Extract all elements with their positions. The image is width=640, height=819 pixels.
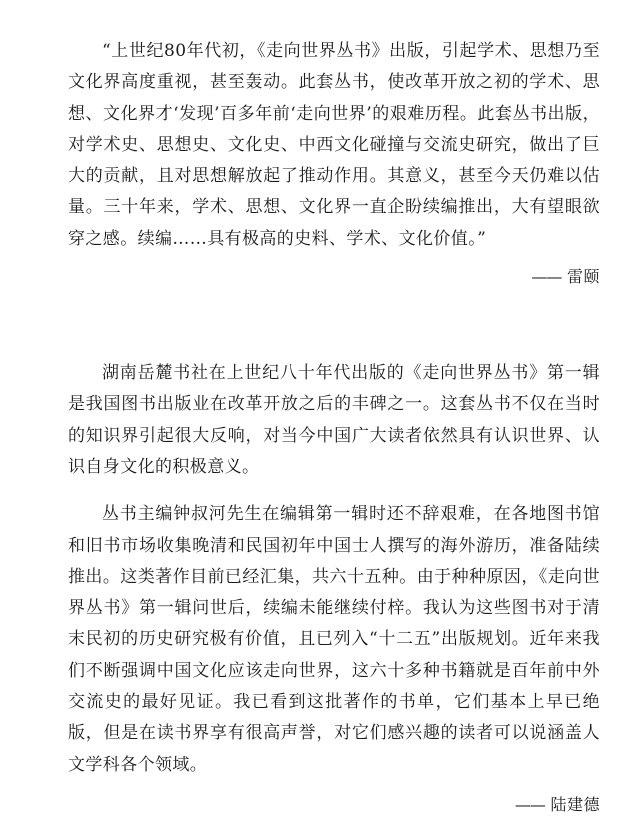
- body-paragraph-1: 湖南岳麓书社在上世纪八十年代出版的《走向世界丛书》第一辑是我国图书出版业在改革开放之后的丰碑之一。这套丛书不仅在当时的知识界引起很大反响，对当今中国广大读者依然具有认识世界、认识自身文化的积极意义。: [68, 363, 600, 477]
- quote-block: [68, 36, 600, 291]
- body-paragraph-2: 丛书主编钟叔河先生在编辑第一辑时还不辞艰难，在各地图书馆和旧书市场收集晚清和民国初年中国士人撰写的海外游历，准备陆续推出。这类著作目前已经汇集，共六十五种。由于种种原因，《走向世界丛书》第一辑问世后，续编未能继续付梓。我认为这些图书对于清末民初的历史研究极有价值，且已列入“十二五”出版规划。近年来我们不断强调中国文化应该走向世界，这六十多种书籍就是百年前中外交流史的最好见证。我已看到这批著作的书单，它们基本上早已绝版，但是在读书界享有很高声誉，对它们感兴趣的读者可以说涵盖人文学科各个领域。: [68, 504, 600, 775]
- attribution-dash: ——: [514, 794, 545, 814]
- document-page: [68, 36, 600, 819]
- quote-attribution: [68, 263, 600, 291]
- attribution-author: 陆建德: [550, 794, 600, 814]
- attribution-dash: ——: [531, 267, 562, 287]
- attribution-author: 雷颐: [566, 267, 600, 287]
- quote-paragraph: “上世纪80年代初，《走向世界丛书》出版，引起学术、思想乃至文化界高度重视，甚至轰动。此套丛书，使改革开放之初的学术、思想、文化界才‘发现’百多年前‘走向世界’的艰难历程。此套丛书出版，对学术史、思想史、文化史、中西文化碰撞与交流史研究，做出了巨大的贡献，且对思想解放起了推动作用。其意义，甚至今天仍难以估量。三十年来，学术、思想、文化界一直企盼续编推出，大有望眼欲穿之感。续编……具有极高的史料、学术、文化价值。”: [68, 41, 600, 249]
- body-attribution: [68, 791, 600, 819]
